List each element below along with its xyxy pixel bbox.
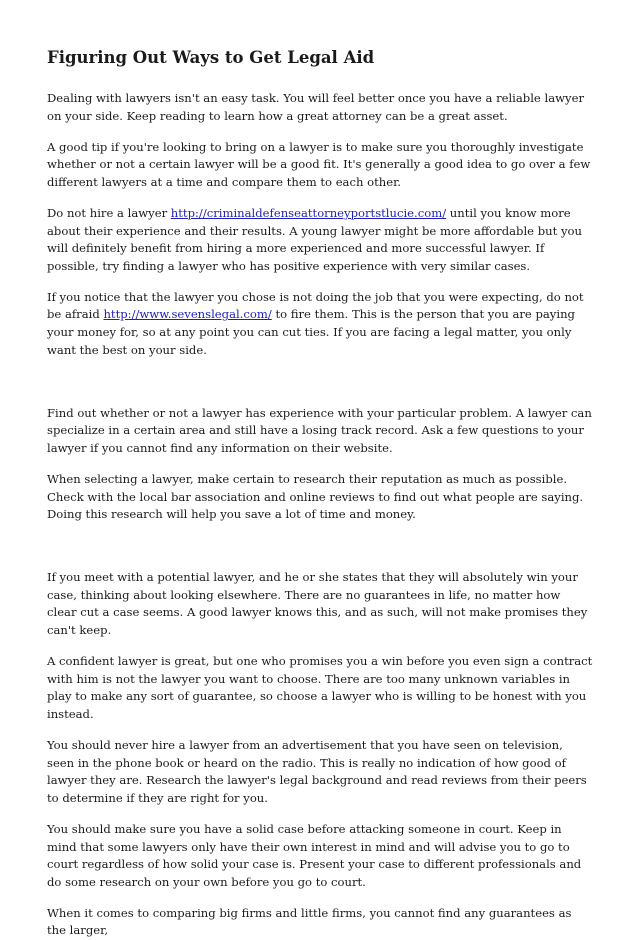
criminal-defense-link[interactable]: http://criminaldefenseattorneyportstlucie.com/	[170, 205, 447, 220]
paragraph-intro: Dealing with lawyers isn't an easy task. You will feel better once you have a reliable lawyer on your side. Keep reading to learn how a great attorney can be a great asset.	[47, 91, 584, 123]
paragraph-advertisement: You should never hire a lawyer from an advertisement that you have seen on television, seen in the phone book or heard on the radio. This is really no indication of how good of lawyer they are. Research the lawyer's legal background and read reviews from their peers to determine if they are right for you.	[47, 738, 587, 805]
paragraph-fire-lawyer	[47, 289, 593, 359]
paragraph-solid-case: You should make sure you have a solid case before attacking someone in court. Keep in mind that some lawyers only have their own interest in mind and will advise you to go to court regardless of how solid your case is. Present your case to different professionals and do some research on your own before you go to court.	[47, 821, 582, 889]
paragraph-reputation: When selecting a lawyer, make certain to research their reputation as much as possible. Check with the local bar association and online reviews to find out what people are saying. Doing this research will help you save a lot of time and money.	[47, 472, 584, 522]
spacer	[47, 537, 593, 569]
paragraph-guarantees: If you meet with a potential lawyer, and he or she states that they will absolutely win your case, thinking about looking elsewhere. There are no guarantees in life, no matter how clear cut a case seems. A good lawyer knows this, and as such, will not make promises they can't keep.	[47, 570, 588, 638]
spacer	[47, 373, 593, 405]
paragraph-confident-lawyer: A confident lawyer is great, but one who promises you a win before you even sign a contract with him is not the lawyer you want to choose. There are too many unknown variables in play to make any sort of guarantee, so choose a lawyer who is willing to be honest with you instead.	[47, 654, 593, 721]
paragraph-text: If you notice that the lawyer you chose is not doing the job that you were expecting, do not be afraid	[47, 289, 584, 322]
sevens-legal-link[interactable]: http://www.sevenslegal.com/	[103, 307, 272, 322]
paragraph-text: Do not hire a lawyer	[47, 205, 171, 220]
paragraph-investigate: A good tip if you're looking to bring on a lawyer is to make sure you thoroughly investigate whether or not a certain lawyer will be a good fit. It's generally a good idea to go over a few different lawyers at a time and compare them to each other.	[47, 139, 591, 189]
paragraph-big-firms: When it comes to comparing big firms and little firms, you cannot find any guarantees as the larger,	[47, 905, 572, 938]
paragraph-text: to fire them. This is the person that you are paying your money for, so at any point you can cut ties. If you are facing a legal matter, you only want the best on your side.	[47, 307, 575, 357]
paragraph-track-record: Find out whether or not a lawyer has experience with your particular problem. A lawyer can specialize in a certain area and still have a losing track record. Ask a few questions to your lawyer if you cannot find any information on their website.	[47, 405, 592, 455]
paragraph-text: until you know more about their experience and their results. A young lawyer might be more affordable but you will definitely benefit from hiring a more experienced and more successful lawyer. If possible, try finding a lawyer who has positive experience with very similar cases.	[47, 205, 582, 273]
page-title: Figuring Out Ways to Get Legal Aid	[47, 48, 375, 67]
paragraph-experience	[47, 205, 593, 275]
